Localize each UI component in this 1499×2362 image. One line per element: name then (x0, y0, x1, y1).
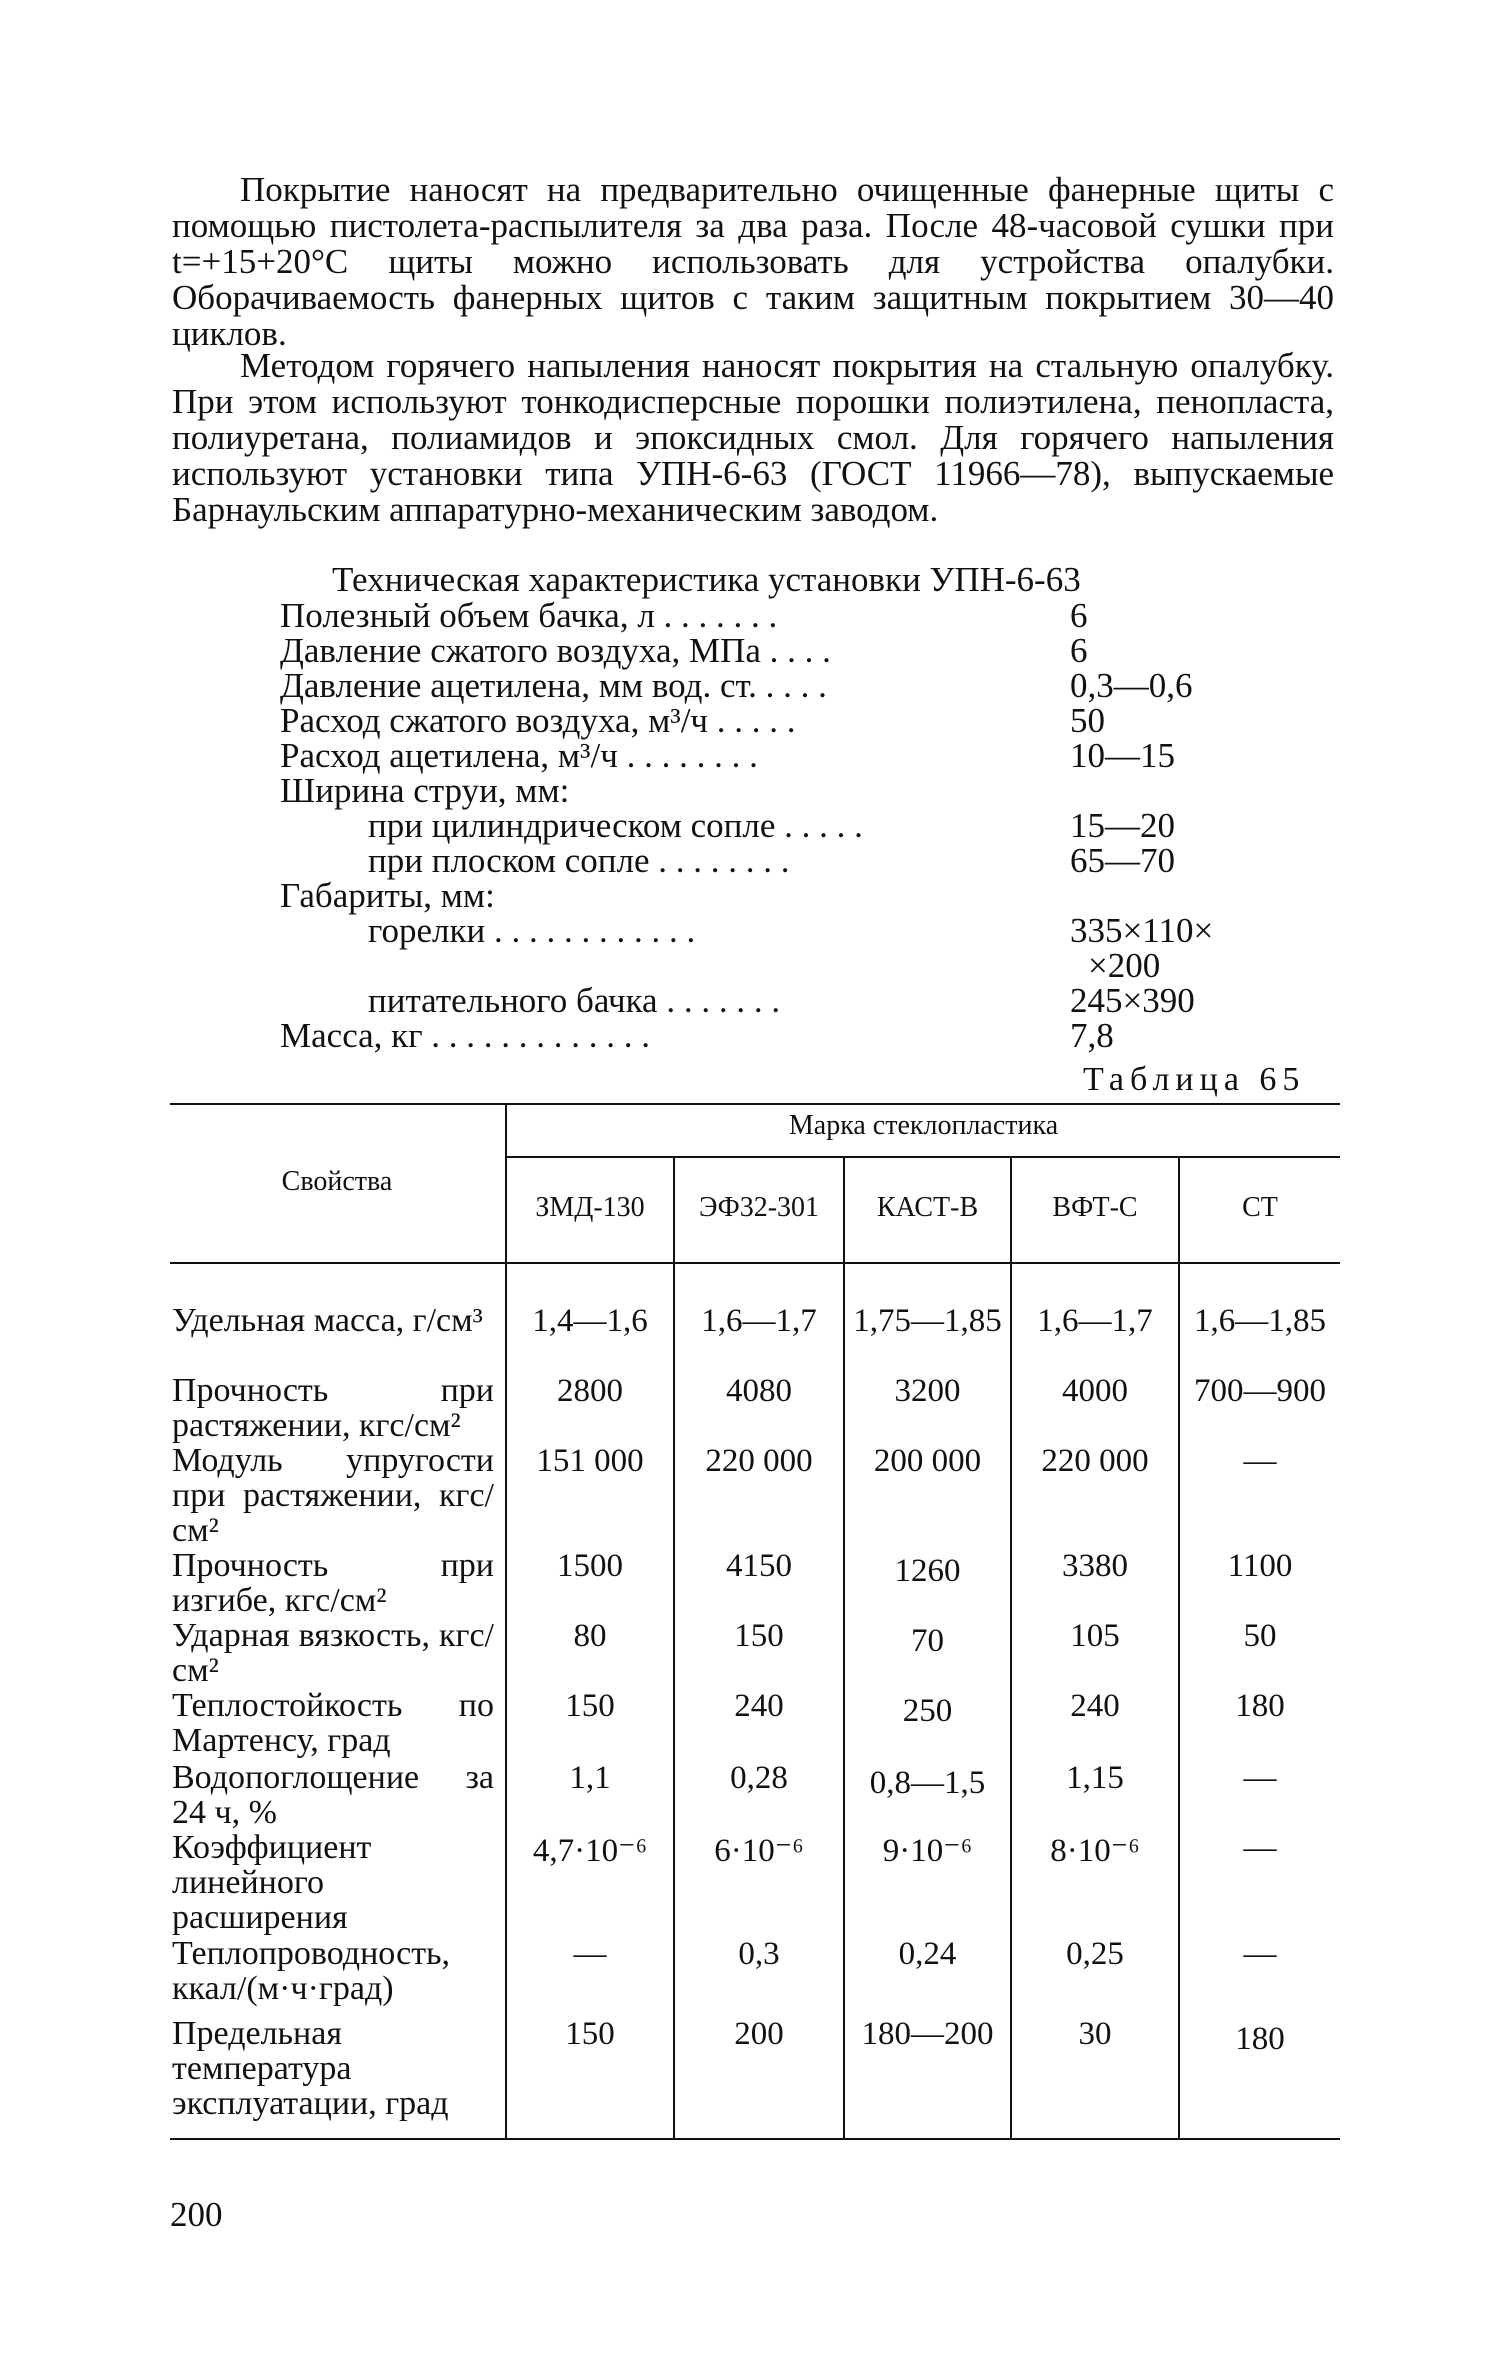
spec-title: Техническая характеристика установки УПН-6-63 (332, 560, 1081, 599)
table-cell: 150 (565, 2016, 615, 2052)
table-cell: 6·10⁻⁶ (714, 1833, 804, 1869)
table-cell: 4,7·10⁻⁶ (532, 1833, 648, 1869)
table-cell: 1500 (557, 1548, 623, 1584)
table-row-property: Водопоглощение за 24 ч, % (172, 1759, 494, 1831)
table-row-property: Коэффициент линейного расширения (172, 1829, 372, 1936)
table-cell: 8·10⁻⁶ (1050, 1833, 1140, 1869)
table-cell: 0,3 (738, 1936, 780, 1972)
table-bottom-rule (170, 2138, 1340, 2140)
table-cell: 1260 (894, 1553, 961, 1589)
table-cell: 105 (1070, 1618, 1120, 1654)
spec-row: Габариты, мм: (280, 876, 495, 915)
table-cell: 240 (734, 1688, 784, 1724)
spec-row: Полезный объем бачка, л . . . . . . . 6 (280, 596, 1088, 635)
table-cell: 80 (573, 1618, 607, 1654)
table-top-rule (170, 1103, 1340, 1105)
spec-row: Давление ацетилена, мм вод. ст. . . . . 0,3—0,6 (280, 666, 1193, 705)
table-cell: 1,6—1,85 (1194, 1303, 1326, 1339)
table-cell: 220 000 (705, 1443, 813, 1479)
header-bottom-rule (170, 1262, 1340, 1264)
table-cell: 2800 (557, 1373, 623, 1409)
page-number: 200 (170, 2195, 223, 2234)
spec-row: Масса, кг . . . . . . . . . . . . . 7,8 (280, 1016, 1114, 1055)
table-cell: 151 000 (536, 1443, 644, 1479)
paragraph-1: Покрытие наносят на предварительно очищенные фанерные щиты с помощью пистолета-распылителя за два раза. После 48-часовой сушки при t=+15+20°С щиты можно использовать для устройства опалубки. Оборачиваемость фанерных щитов с таким защитным покрытием 30—40 циклов. (172, 170, 1334, 353)
column-header: ЗМД-130 (535, 1192, 645, 1223)
table-cell: 0,24 (898, 1936, 957, 1972)
column-header: СТ (1242, 1192, 1278, 1223)
table-cell: 9·10⁻⁶ (882, 1833, 973, 1869)
table-cell: 4080 (726, 1373, 792, 1409)
spec-row: горелки . . . . . . . . . . . . 335×110× (368, 911, 1214, 950)
spec-row: Давление сжатого воздуха, МПа . . . . 6 (280, 631, 1088, 670)
group-header-rule (505, 1156, 1340, 1158)
table-cell: 200 (734, 2016, 784, 2052)
table-cell: 700—900 (1194, 1373, 1326, 1409)
table-cell: 0,25 (1066, 1936, 1124, 1972)
spec-row: питательного бачка . . . . . . . 245×390 (368, 981, 1195, 1020)
spec-row: Ширина струи, мм: (280, 771, 570, 810)
table-cell: 250 (902, 1693, 953, 1729)
table-cell: 180 (1235, 1688, 1285, 1724)
spec-row: Расход сжатого воздуха, м³/ч . . . . . 50 (280, 701, 1105, 740)
table-cell: 50 (1243, 1618, 1277, 1654)
table-caption: Таблица 65 (1083, 1061, 1306, 1098)
table-row-property: Модуль упругости при растяжении, кгс/см² (172, 1442, 494, 1549)
table-row-property: Предельная температура эксплуатации, град (172, 2015, 449, 2122)
table-cell: 1,6—1,7 (1037, 1303, 1153, 1339)
table-cell: 4150 (726, 1548, 792, 1584)
table-row-property: Прочность при изгибе, кгс/см² (172, 1547, 494, 1619)
table-row-property: Ударная вязкость, кгс/см² (172, 1617, 494, 1689)
table-row-property: Теплопроводность, ккал/(м·ч·град) (172, 1935, 451, 2007)
property-header: Свойства (281, 1166, 393, 1197)
column-header: ЭФ32-301 (698, 1192, 820, 1223)
table-cell: 4000 (1062, 1373, 1128, 1409)
table-cell: 1,75—1,85 (853, 1303, 1002, 1339)
table-cell: 1100 (1227, 1548, 1293, 1584)
spec-row: при цилиндрическом сопле . . . . . 15—20 (368, 806, 1175, 845)
table-row-property: Теплостойкость по Мартенсу, град (172, 1687, 494, 1759)
table-cell: — (1243, 1830, 1277, 1866)
group-header: Марка стеклопластика (788, 1110, 1059, 1141)
spec-row: Расход ацетилена, м³/ч . . . . . . . . 10—15 (280, 736, 1175, 775)
table-row-property: Удельная масса, г/см³ (172, 1302, 483, 1339)
table-cell: 200 000 (873, 1443, 982, 1479)
table-cell: — (1243, 1443, 1277, 1479)
table-cell: 0,28 (730, 1760, 788, 1796)
table-cell: 150 (565, 1688, 615, 1724)
spec-row: при плоском сопле . . . . . . . . 65—70 (368, 841, 1175, 880)
table-cell: 220 000 (1041, 1443, 1149, 1479)
table-row-property: Прочность при растяжении, кгс/см² (172, 1372, 494, 1444)
table-cell: 1,4—1,6 (532, 1303, 648, 1339)
table-cell: 70 (911, 1623, 944, 1659)
table-cell: 150 (734, 1618, 784, 1654)
table-cell: — (1243, 1936, 1277, 1972)
table-cell: 1,15 (1066, 1760, 1124, 1796)
table-cell: — (573, 1936, 607, 1972)
spec-list (280, 598, 1240, 1053)
column-header: ВФТ-С (1052, 1192, 1138, 1223)
table-cell: 180 (1235, 2021, 1285, 2057)
table-cell: 30 (1078, 2016, 1112, 2052)
table-cell: 180—200 (861, 2016, 994, 2052)
paragraph-2: Методом горячего напыления наносят покрытия на стальную опалубку. При этом используют тонкодисперсные порошки полиэтилена, пенопласта, полиуретана, полиамидов и эпоксидных смол. Для горячего напыления используют установки типа УПН-6-63 (ГОСТ 11966—78), выпускаемые Барнаульским аппаратурно-механическим заводом. (172, 346, 1334, 529)
table-cell: 3200 (894, 1373, 961, 1409)
table-cell: 3380 (1062, 1548, 1128, 1584)
spec-row: ×200 (1088, 946, 1161, 985)
table-cell: 1,1 (569, 1760, 611, 1796)
table-cell: — (1243, 1760, 1277, 1796)
table-cell: 1,6—1,7 (701, 1303, 817, 1339)
table-cell: 240 (1070, 1688, 1120, 1724)
table-cell: 0,8—1,5 (869, 1765, 986, 1801)
column-header: КАСТ-В (876, 1192, 979, 1223)
